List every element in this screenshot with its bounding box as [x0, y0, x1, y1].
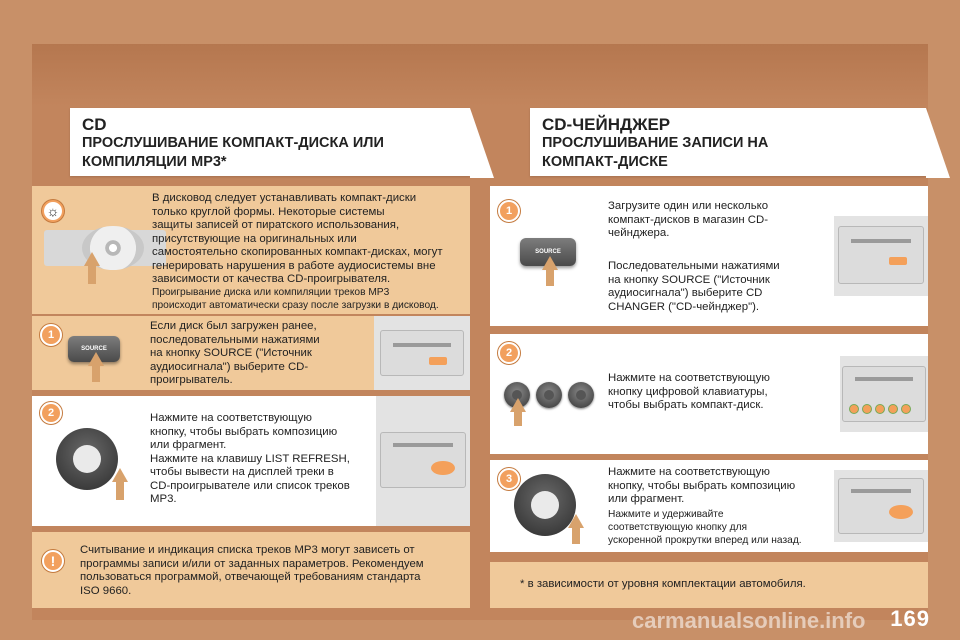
- cd-changer-subtitle-line2: КОМПАКТ-ДИСКЕ: [542, 154, 668, 170]
- arrow-up-icon: [510, 398, 526, 412]
- step-badge: 3: [498, 468, 520, 490]
- cd-step2-panel: [32, 396, 470, 526]
- sun-icon: ☼: [42, 200, 64, 222]
- cd-title: CD: [82, 115, 107, 134]
- number-key-icon: [536, 382, 562, 408]
- radio-image: [834, 470, 928, 542]
- radio-image: [840, 356, 928, 432]
- arrow-up-icon: [568, 514, 584, 528]
- nav-key-highlight: [431, 461, 455, 475]
- number-keys-highlight: [849, 401, 914, 419]
- navigation-pad-image: [514, 474, 576, 536]
- cd-section-header: [70, 108, 470, 176]
- page-number: 169: [890, 606, 930, 631]
- cd-player-image: [44, 230, 166, 266]
- step-badge: 2: [40, 402, 62, 424]
- cd-warning-text: Считывание и индикация списка треков MP3 могут зависеть от программы записи и/или от заданных параметров. Рекомендуем пользоваться программой, отвечающей требованиям стандарта ISO 9660.: [80, 544, 424, 597]
- nav-key-highlight: [889, 505, 913, 519]
- radio-image: [834, 216, 928, 296]
- step-badge: 1: [498, 200, 520, 222]
- cd-subtitle-line1: ПРОСЛУШИВАНИЕ КОМПАКТ-ДИСКА ИЛИ: [82, 135, 384, 151]
- cd-changer-subtitle-line1: ПРОСЛУШИВАНИЕ ЗАПИСИ НА: [542, 135, 769, 151]
- cd-subtitle-line2: КОМПИЛЯЦИИ MP3*: [82, 154, 227, 170]
- cd-changer-title: CD-ЧЕЙНДЖЕР: [542, 115, 671, 134]
- number-key-icon: [568, 382, 594, 408]
- changer-step2-panel: [490, 334, 928, 454]
- arrow-up-icon: [84, 252, 100, 266]
- source-key-highlight: [889, 257, 907, 265]
- source-button-image: SOURCE: [520, 238, 576, 266]
- changer-step3-panel: [490, 460, 928, 552]
- radio-image: [374, 316, 470, 390]
- changer-step1-text-a: Загрузите один или несколько компакт-дисков в магазин CD- чейнджера.: [608, 200, 769, 239]
- changer-step1-panel: [490, 186, 928, 326]
- cd-info-text: В дисковод следует устанавливать компакт-диски только круглой формы. Некоторые системы защиты записей от пиратского использования, присутствующие на оригинальных или самостоятельно скопированных компакт-дисках, могут генерировать нарушения в работе аудиосистемы вне зависимости от качества CD-проигрывателя.: [152, 192, 443, 285]
- arrow-up-icon: [88, 352, 104, 366]
- changer-step1-text-b: Последовательными нажатиями на кнопку SOURCE ("Источник аудиосигнала") выберите CD CHANGER ("CD-чейнджер").: [608, 260, 780, 313]
- changer-step3-text: Нажмите на соответствующую кнопку, чтобы выбрать композицию или фрагмент.: [608, 466, 796, 505]
- cd-step1-panel: [32, 316, 470, 390]
- arrow-up-icon: [542, 256, 558, 270]
- footnote-panel: [490, 562, 928, 608]
- cd-step1-text: Если диск был загружен ранее, последовательными нажатиями на кнопку SOURCE ("Источник аудиосигнала") выберите CD- проигрыватель.: [150, 320, 320, 386]
- cd-changer-section-header: [530, 108, 926, 176]
- source-button-image: SOURCE: [68, 336, 120, 362]
- watermark: carmanualsonline.info: [632, 608, 866, 633]
- step-badge: 1: [40, 324, 62, 346]
- step-badge: 2: [498, 342, 520, 364]
- changer-step3-small-text: Нажмите и удерживайте соответствующую кнопку для ускоренной прокрутки вперед или назад.: [608, 509, 802, 546]
- changer-step2-text: Нажмите на соответствующую кнопку цифровой клавиатуры, чтобы выбрать компакт-диск.: [608, 372, 770, 411]
- arrow-up-icon: [112, 468, 128, 482]
- cd-warning-panel: [32, 532, 470, 608]
- navigation-pad-image: [56, 428, 118, 490]
- warning-icon: !: [42, 550, 64, 572]
- cd-info-panel: [32, 186, 470, 314]
- source-key-highlight: [429, 357, 447, 365]
- radio-image: [376, 396, 470, 526]
- cd-step2-text: Нажмите на соответствующую кнопку, чтобы выбрать композицию или фрагмент. Нажмите на клавишу LIST REFRESH, чтобы вывести на дисплей треки в CD-проигрывателе или список треков MP3.: [150, 412, 350, 505]
- footnote-text: * в зависимости от уровня комплектации автомобиля.: [520, 578, 806, 590]
- cd-info-small-text: Проигрывание диска или компиляции треков MP3 происходит автоматически сразу после загрузки в дисковод.: [152, 287, 439, 311]
